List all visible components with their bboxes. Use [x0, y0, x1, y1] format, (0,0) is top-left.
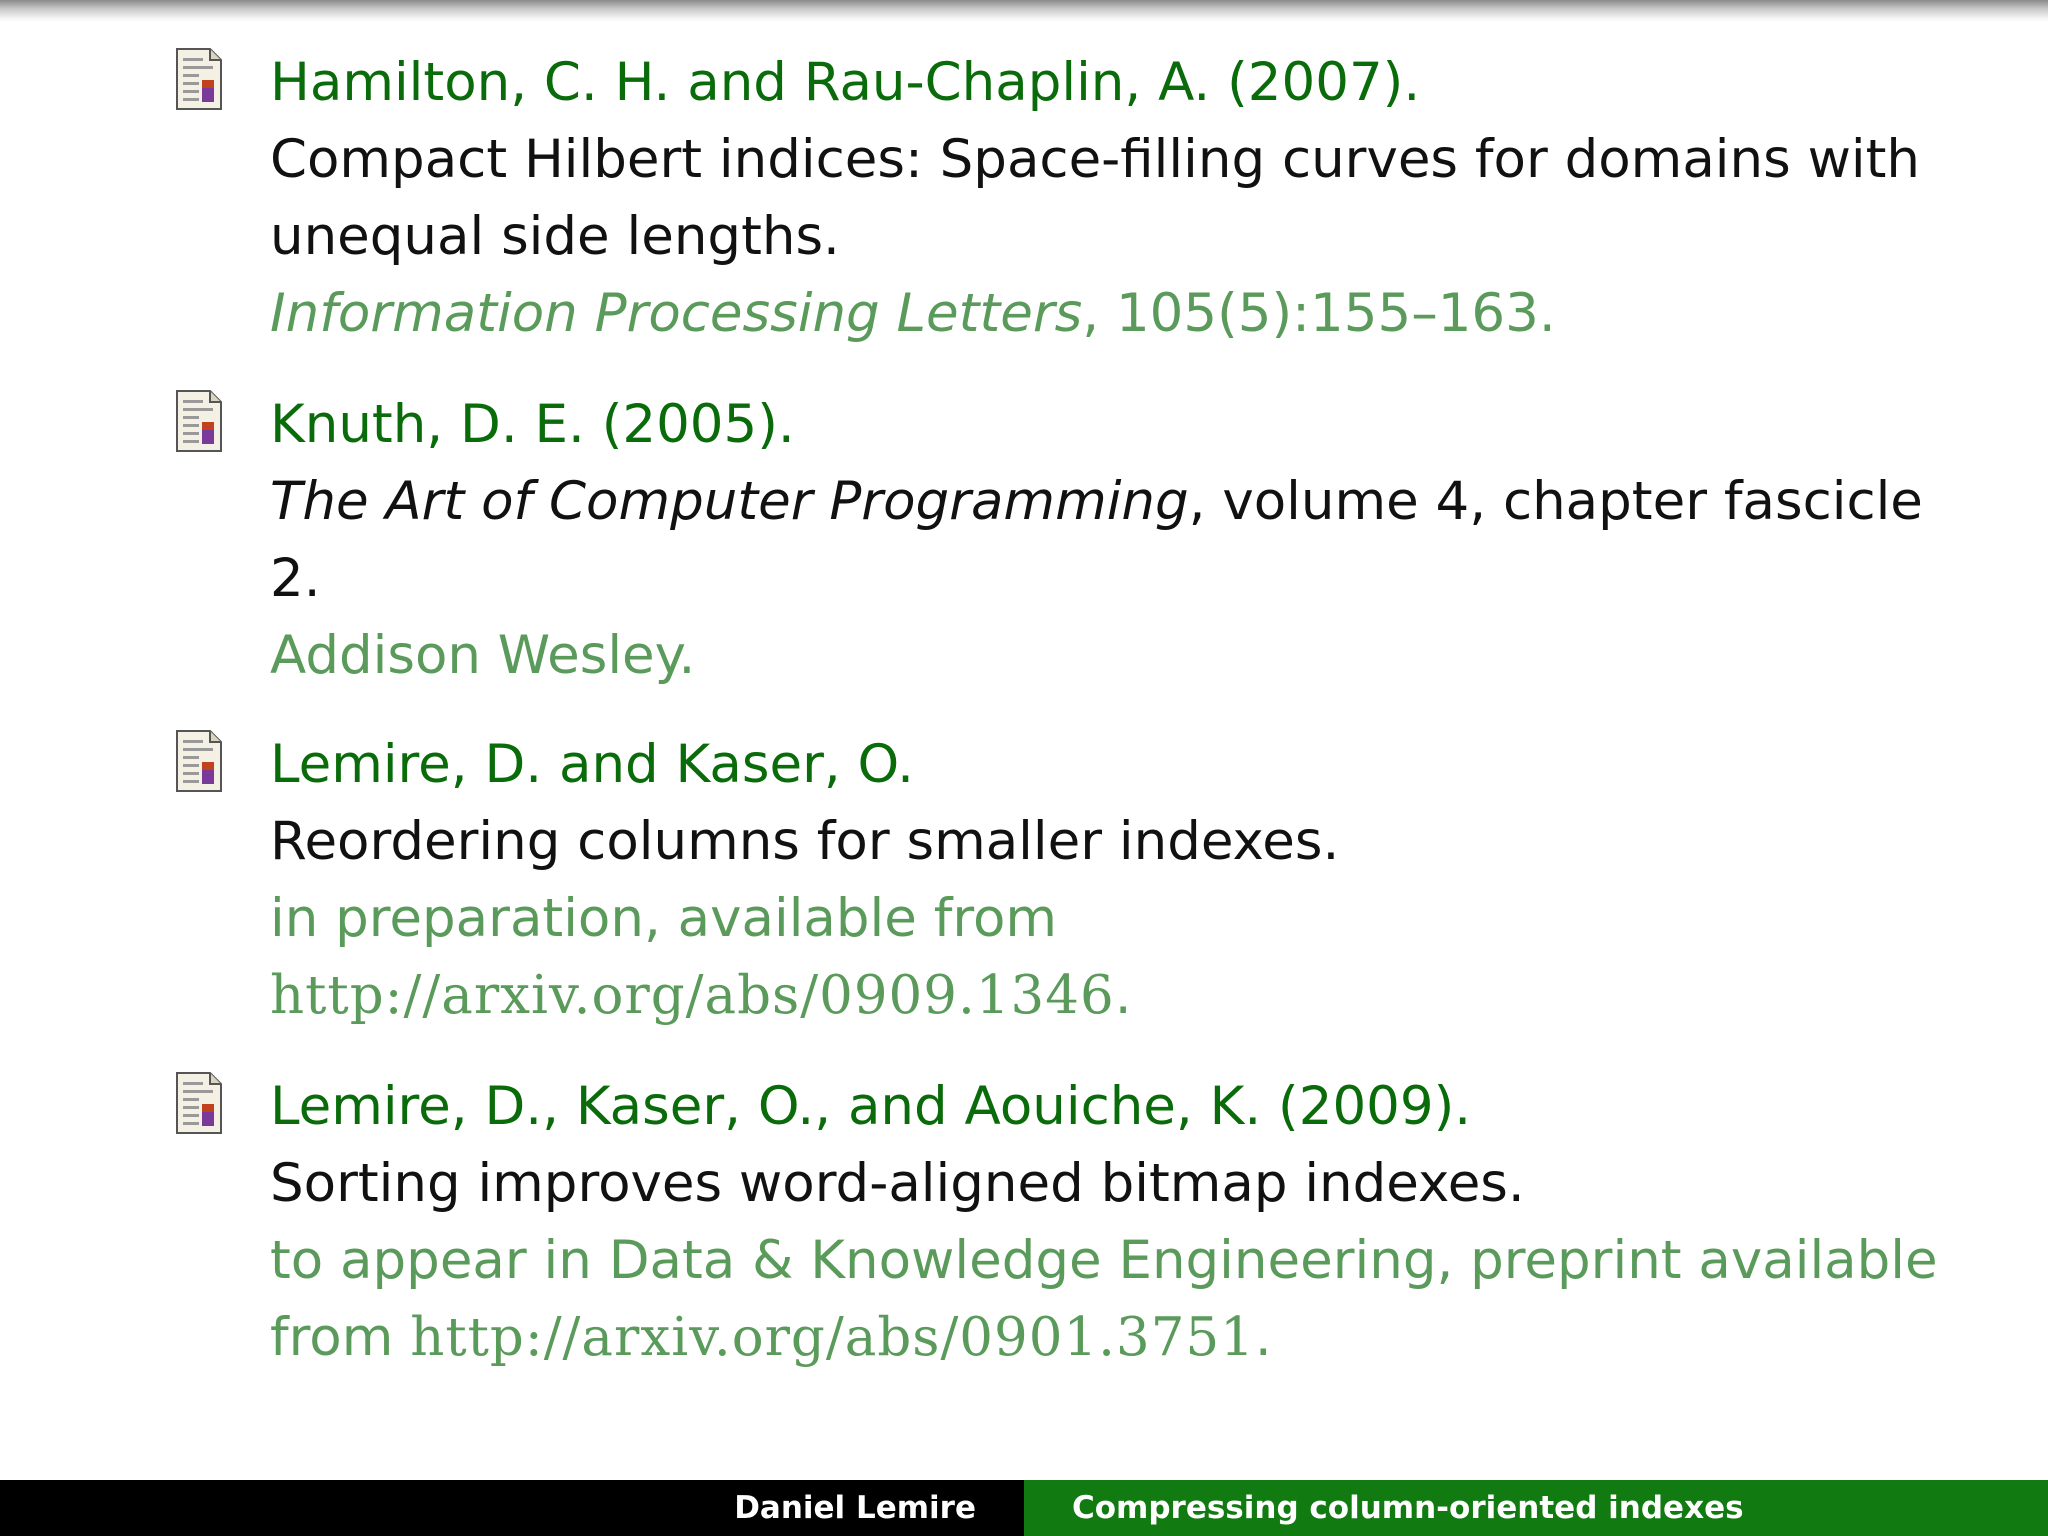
reference-venue: to appear in Data & Knowledge Engineering, preprint available: [270, 1230, 1938, 1291]
footer-title-text: Compressing column-oriented indexes: [1072, 1490, 1744, 1526]
reference-title-line: [270, 463, 1923, 540]
reference-title-line: unequal side lengths.: [270, 206, 840, 267]
reference-authors: Lemire, D. and Kaser, O.: [270, 734, 914, 795]
reference-title-line: Reordering columns for smaller indexes.: [270, 811, 1340, 872]
slide-footer: [0, 1480, 2048, 1536]
reference-title-line: 2.: [270, 548, 321, 609]
footer-title: [1024, 1480, 2048, 1536]
reference-authors: Lemire, D., Kaser, O., and Aouiche, K. (2009).: [270, 1076, 1472, 1137]
bibliography-text: [270, 1068, 1938, 1376]
footer-author: [0, 1480, 1024, 1536]
reference-authors: Hamilton, C. H. and Rau-Chaplin, A. (2007).: [270, 52, 1421, 113]
bibliography-text: [270, 726, 1890, 1034]
book-title: The Art of Computer Programming: [270, 471, 1189, 532]
venue-prefix: from: [270, 1307, 411, 1368]
reference-venue: [270, 957, 1890, 1034]
venue-journal: Information Processing Letters: [270, 283, 1083, 344]
reference-url-link[interactable]: http://arxiv.org/abs/0901.3751: [410, 1307, 1255, 1368]
article-icon: [176, 730, 222, 792]
article-icon: [176, 48, 222, 110]
reference-venue: [270, 1299, 1890, 1376]
reference-title-line: Compact Hilbert indices: Space-filling curves for domains with: [270, 129, 1921, 190]
reference-title-line: Sorting improves word-aligned bitmap indexes.: [270, 1153, 1525, 1214]
book-details: , volume 4, chapter fascicle: [1188, 471, 1923, 532]
venue-details: , 105(5):155–163.: [1082, 283, 1556, 344]
reference-url-end: .: [1254, 1307, 1272, 1368]
reference-venue: in preparation, available from: [270, 888, 1058, 949]
bibliography-text: [270, 44, 1921, 352]
bibliography-text: [270, 386, 1923, 694]
article-icon: [176, 390, 222, 452]
article-icon: [176, 1072, 222, 1134]
reference-url-end: .: [1114, 965, 1132, 1026]
footer-author-text: Daniel Lemire: [734, 1490, 976, 1526]
reference-url-link[interactable]: http://arxiv.org/abs/0909.1346: [270, 965, 1115, 1026]
reference-venue: [270, 275, 1890, 352]
reference-venue: Addison Wesley.: [270, 625, 696, 686]
reference-authors: Knuth, D. E. (2005).: [270, 394, 795, 455]
top-shadow: [0, 0, 2048, 22]
